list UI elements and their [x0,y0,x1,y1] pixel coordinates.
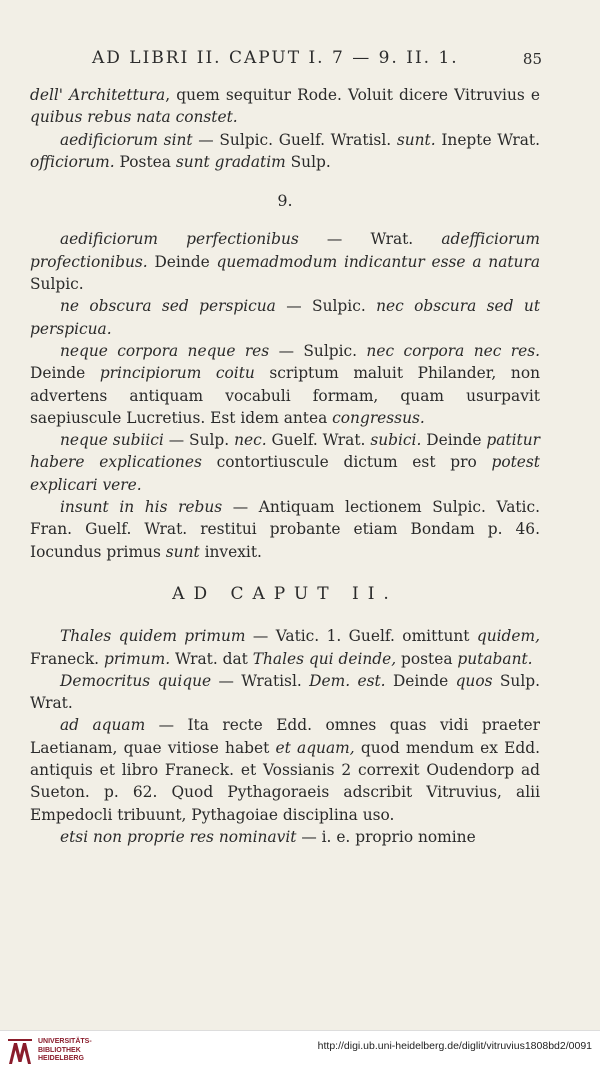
paragraph: Thales quidem primum — Vatic. 1. Guelf. omittunt quidem, Franeck. primum. Wrat. dat Thales qui deinde, postea putabant. [30,627,540,668]
source-link[interactable]: http://digi.ub.uni-heidelberg.de/diglit/vitruvius1808bd2/0091 [317,1040,592,1052]
paragraph: dell' Architettura, quem sequitur Rode. Voluit dicere Vitruvius e quibus rebus nata constet. [30,86,541,127]
section-heading: AD CAPUT II. [172,583,398,604]
paragraph: Democritus quique — Wratisl. Dem. est. Deinde quos Sulp. Wrat. [30,671,540,713]
page-number: 85 [522,50,542,68]
paragraph: aedificiorum sint — Sulpic. Guelf. Wratisl. sunt. Inepte Wrat. officiorum. Postea sunt gradatim Sulp. [30,130,540,171]
paragraph: aedificiorum perfectionibus — Wrat. adefficiorum profectionibus. Deinde quemadmodum indicantur esse a natura Sulpic. [30,230,540,294]
text-body [30,84,540,848]
paragraph: neque corpora neque res — Sulpic. nec corpora nec res. Deinde principiorum coitu scriptum maluit Philander, non advertens antiquam vocabuli formam, quam usurpavit saepiuscule Lucretius. Est idem antea congressus. [30,341,541,427]
header-title: AD LIBRI II. CAPUT I. 7 — 9. II. 1. [92,48,459,68]
paragraph: ne obscura sed perspicua — Sulpic. nec obscura sed ut perspicua. [30,297,540,338]
library-logo-icon [6,1037,34,1067]
paragraph: neque subiici — Sulp. nec. Guelf. Wrat. subici. Deinde patitur habere explicationes contortiuscule dictum est pro potest explicari vere. [30,431,540,494]
section-number: 9. [277,191,293,211]
paragraph: ad aquam — Ita recte Edd. omnes quas vidi praeter Laetianam, quae vitiose habet et aquam, quod mendum ex Edd. antiquis et libro Franeck. et Vossianis 2 correxit Oudendorp ad Sueton. p. 62. Quod Pythagoraeis adscribit Vitruvius, alii Empedocli tribuunt, Pythagoiae disciplina uso. [30,716,540,824]
library-name: UNIVERSITÄTS- BIBLIOTHEK HEIDELBERG [38,1038,92,1062]
paragraph: etsi non proprie res nominavit — i. e. proprio nomine [60,827,476,846]
viewer-footer [0,1030,600,1073]
paragraph: insunt in his rebus — Antiquam lectionem Sulpic. Vatic. Fran. Guelf. Wrat. restitui probante etiam Bondam p. 46. Iocundus primus sunt invexit. [30,498,540,561]
